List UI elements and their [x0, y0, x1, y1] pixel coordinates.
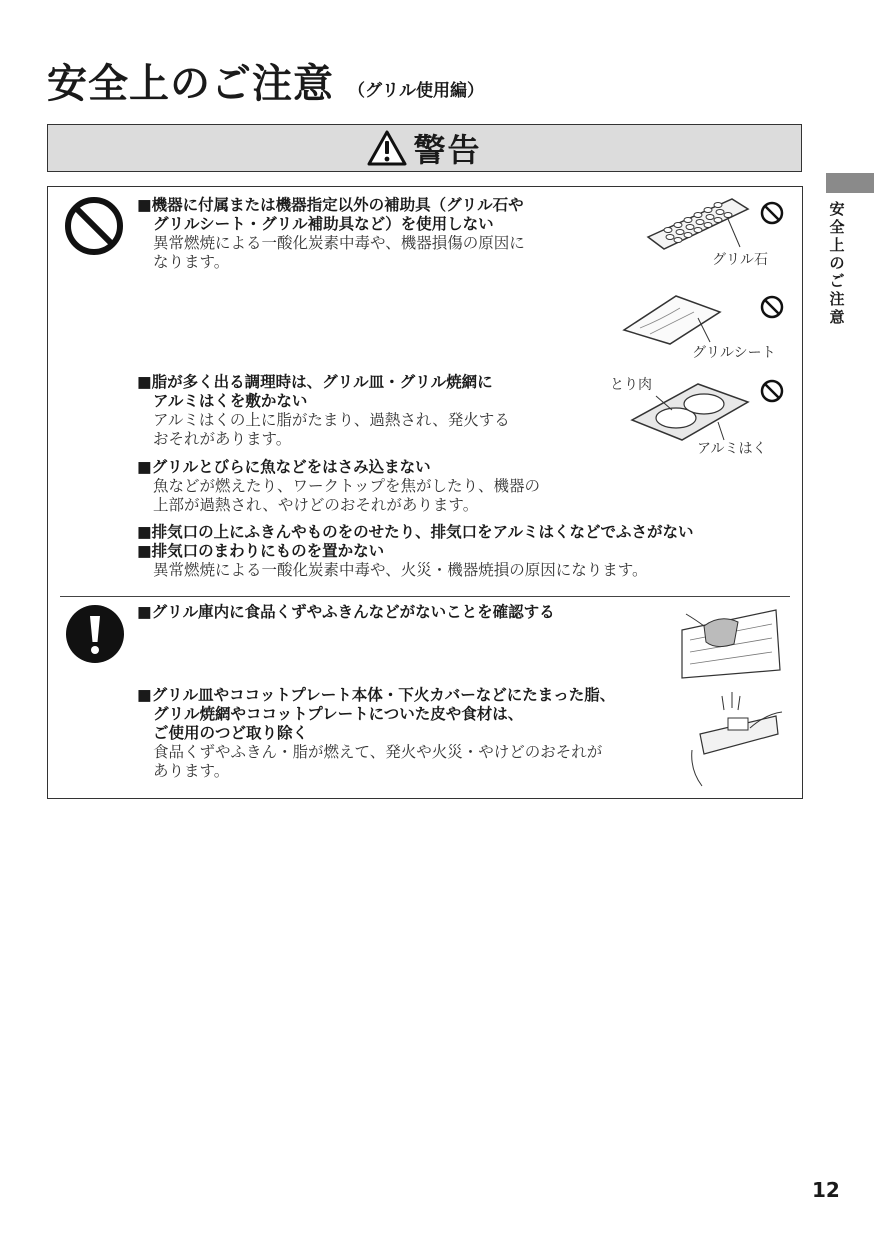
item-heading: グリル焼網やココットプレートについた皮や食材は、 [153, 705, 524, 723]
page-subtitle: （グリル使用編） [348, 81, 484, 101]
item-body: 魚などが燃えたり、ワークトップを焦がしたり、機器の [153, 477, 541, 495]
section-divider [60, 596, 790, 597]
item-heading: ■グリル庫内に食品くずやふきんなどがないことを確認する [137, 603, 555, 621]
item-heading: ご使用のつど取り除く [153, 724, 309, 742]
item-body: おそれがあります。 [153, 430, 292, 448]
item-body: 異常燃焼による一酸化炭素中毒や、機器損傷の原因に [153, 234, 525, 252]
warning-triangle-icon [367, 130, 407, 166]
item-body: 食品くずやふきん・脂が燃えて、発火や火災・やけどのおそれが [153, 743, 603, 761]
item-body: なります。 [153, 253, 230, 271]
grill-sheet-caption: グリルシート [692, 345, 776, 361]
item-body: 異常燃焼による一酸化炭素中毒や、火災・機器焼損の原因になります。 [153, 561, 648, 579]
item-heading: グリルシート・グリル補助具など）を使用しない [153, 215, 494, 233]
side-tab-marker [826, 173, 874, 193]
grill-cleaning-illustration [676, 600, 786, 680]
mandatory-item [137, 686, 615, 781]
mandatory-item [137, 603, 555, 622]
item-heading: ■機器に付属または機器指定以外の補助具（グリル石や [137, 196, 524, 214]
grill-sheet-illustration [620, 290, 790, 350]
prohibition-item [137, 196, 525, 272]
page-title: 安全上のご注意 [47, 61, 334, 107]
item-body: アルミはくの上に脂がたまり、過熱され、発火する [153, 411, 510, 429]
side-tab-label: 安全上のご注意 [829, 200, 845, 326]
warning-banner [47, 124, 802, 172]
prohibition-item [137, 523, 694, 580]
item-body: あります。 [153, 762, 230, 780]
warning-label: 警告 [413, 131, 482, 169]
prohibition-item [137, 373, 510, 449]
item-body: 上部が過熱され、やけどのおそれがあります。 [153, 496, 479, 514]
item-heading: ■排気口の上にふきんやものをのせたり、排気口をアルミはくなどでふさがない [137, 523, 694, 541]
item-heading: ■グリル皿やココットプレート本体・下火カバーなどにたまった脂、 [137, 686, 616, 704]
page-number: 12 [812, 1178, 840, 1202]
foil-caption: アルミはく [697, 441, 767, 457]
item-heading: アルミはくを敷かない [153, 392, 308, 410]
prohibition-item [137, 458, 540, 515]
grease-removal-illustration [688, 690, 788, 790]
grill-stone-caption: グリル石 [712, 252, 768, 268]
mandatory-action-icon [65, 604, 125, 664]
prohibition-icon [64, 196, 124, 256]
item-heading: ■排気口のまわりにものを置かない [137, 542, 385, 560]
meat-caption: とり肉 [610, 377, 652, 393]
item-heading: ■脂が多く出る調理時は、グリル皿・グリル焼網に [137, 373, 493, 391]
item-heading: ■グリルとびらに魚などをはさみ込まない [137, 458, 431, 476]
